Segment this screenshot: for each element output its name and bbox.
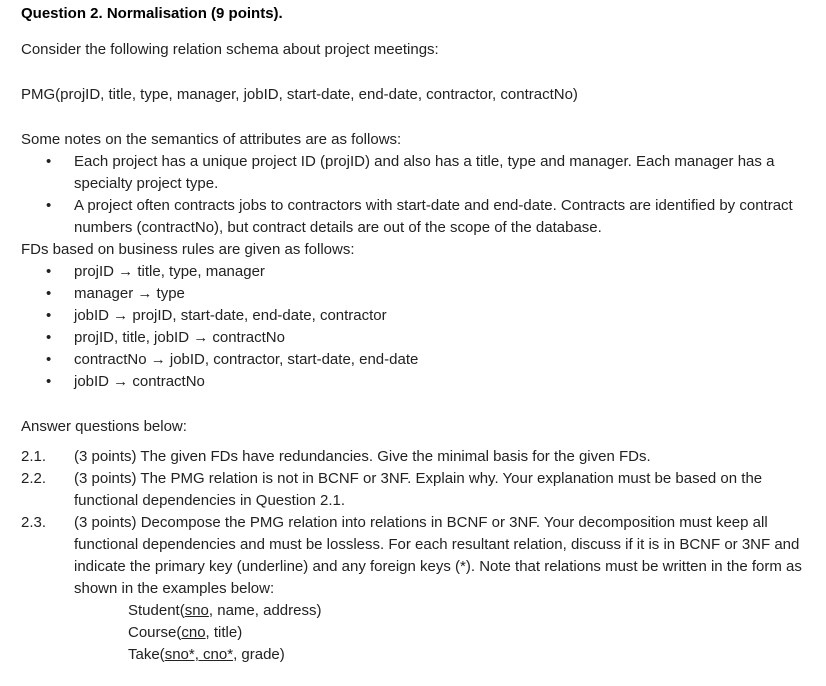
fds-list <box>21 261 811 393</box>
notes-intro: Some notes on the semantics of attributes are as follows: <box>21 131 402 148</box>
list-item: • contractNo → jobID, contractor, start-date, end-date <box>21 349 811 371</box>
fds-intro: FDs based on business rules are given as follows: <box>21 241 355 258</box>
intro-text: Consider the following relation schema about project meetings: <box>21 41 439 58</box>
example-attributes: , grade) <box>233 646 285 663</box>
question-text: (3 points) The given FDs have redundancies. Give the minimal basis for the given FDs. <box>74 448 651 465</box>
example-attributes: , title) <box>205 624 243 641</box>
list-item: • A project often contracts jobs to contractors with start-date and end-date. Contracts are identified by contract numbers (contractNo), but contract details are out of the scope of the database. <box>21 195 811 239</box>
example-take <box>21 644 811 666</box>
question-number: 2.3. <box>21 514 47 531</box>
answer-intro: Answer questions below: <box>21 418 187 435</box>
question-number: 2.2. <box>21 470 47 487</box>
question-text: (3 points) The PMG relation is not in BCNF or 3NF. Explain why. Your explanation must be based on the functional dependencies in Question 2.1. <box>74 470 763 509</box>
list-item: • projID, title, jobID → contractNo <box>21 327 811 349</box>
question-number: 2.1. <box>21 448 47 465</box>
list-item: • jobID → projID, start-date, end-date, contractor <box>21 305 811 327</box>
example-primary-key: sno <box>184 602 209 619</box>
example-relation-name: Student( <box>128 602 185 619</box>
examples <box>21 600 811 666</box>
question-item <box>21 468 811 512</box>
notes-list <box>21 151 811 239</box>
list-item: • manager → type <box>21 283 811 305</box>
example-course <box>21 622 811 644</box>
example-relation-name: Take( <box>128 646 165 663</box>
document-page <box>21 0 811 666</box>
page-title: Question 2. Normalisation (9 points). <box>21 5 283 22</box>
example-attributes: , name, address) <box>208 602 322 619</box>
example-primary-key: cno <box>181 624 206 641</box>
example-student <box>21 600 811 622</box>
questions-list <box>21 446 811 600</box>
question-text: (3 points) Decompose the PMG relation into relations in BCNF or 3NF. Your decomposition must keep all functional dependencies and must be lossless. For each resultant relation, discuss if it is in BCNF or 3NF and indicate the primary key (underline) and any foreign keys (*). Note that relations must be written in the form as shown in the examples below: <box>74 514 802 597</box>
list-item: • projID → title, type, manager <box>21 261 811 283</box>
list-item: • jobID → contractNo <box>21 371 811 393</box>
example-relation-name: Course( <box>128 624 182 641</box>
question-item <box>21 512 811 600</box>
list-item: • Each project has a unique project ID (projID) and also has a title, type and manager. Each manager has a specialty project type. <box>21 151 811 195</box>
example-primary-key: sno*, cno* <box>164 646 234 663</box>
question-item <box>21 446 811 468</box>
relation-schema: PMG(projID, title, type, manager, jobID, start-date, end-date, contractor, contractNo) <box>21 86 578 103</box>
